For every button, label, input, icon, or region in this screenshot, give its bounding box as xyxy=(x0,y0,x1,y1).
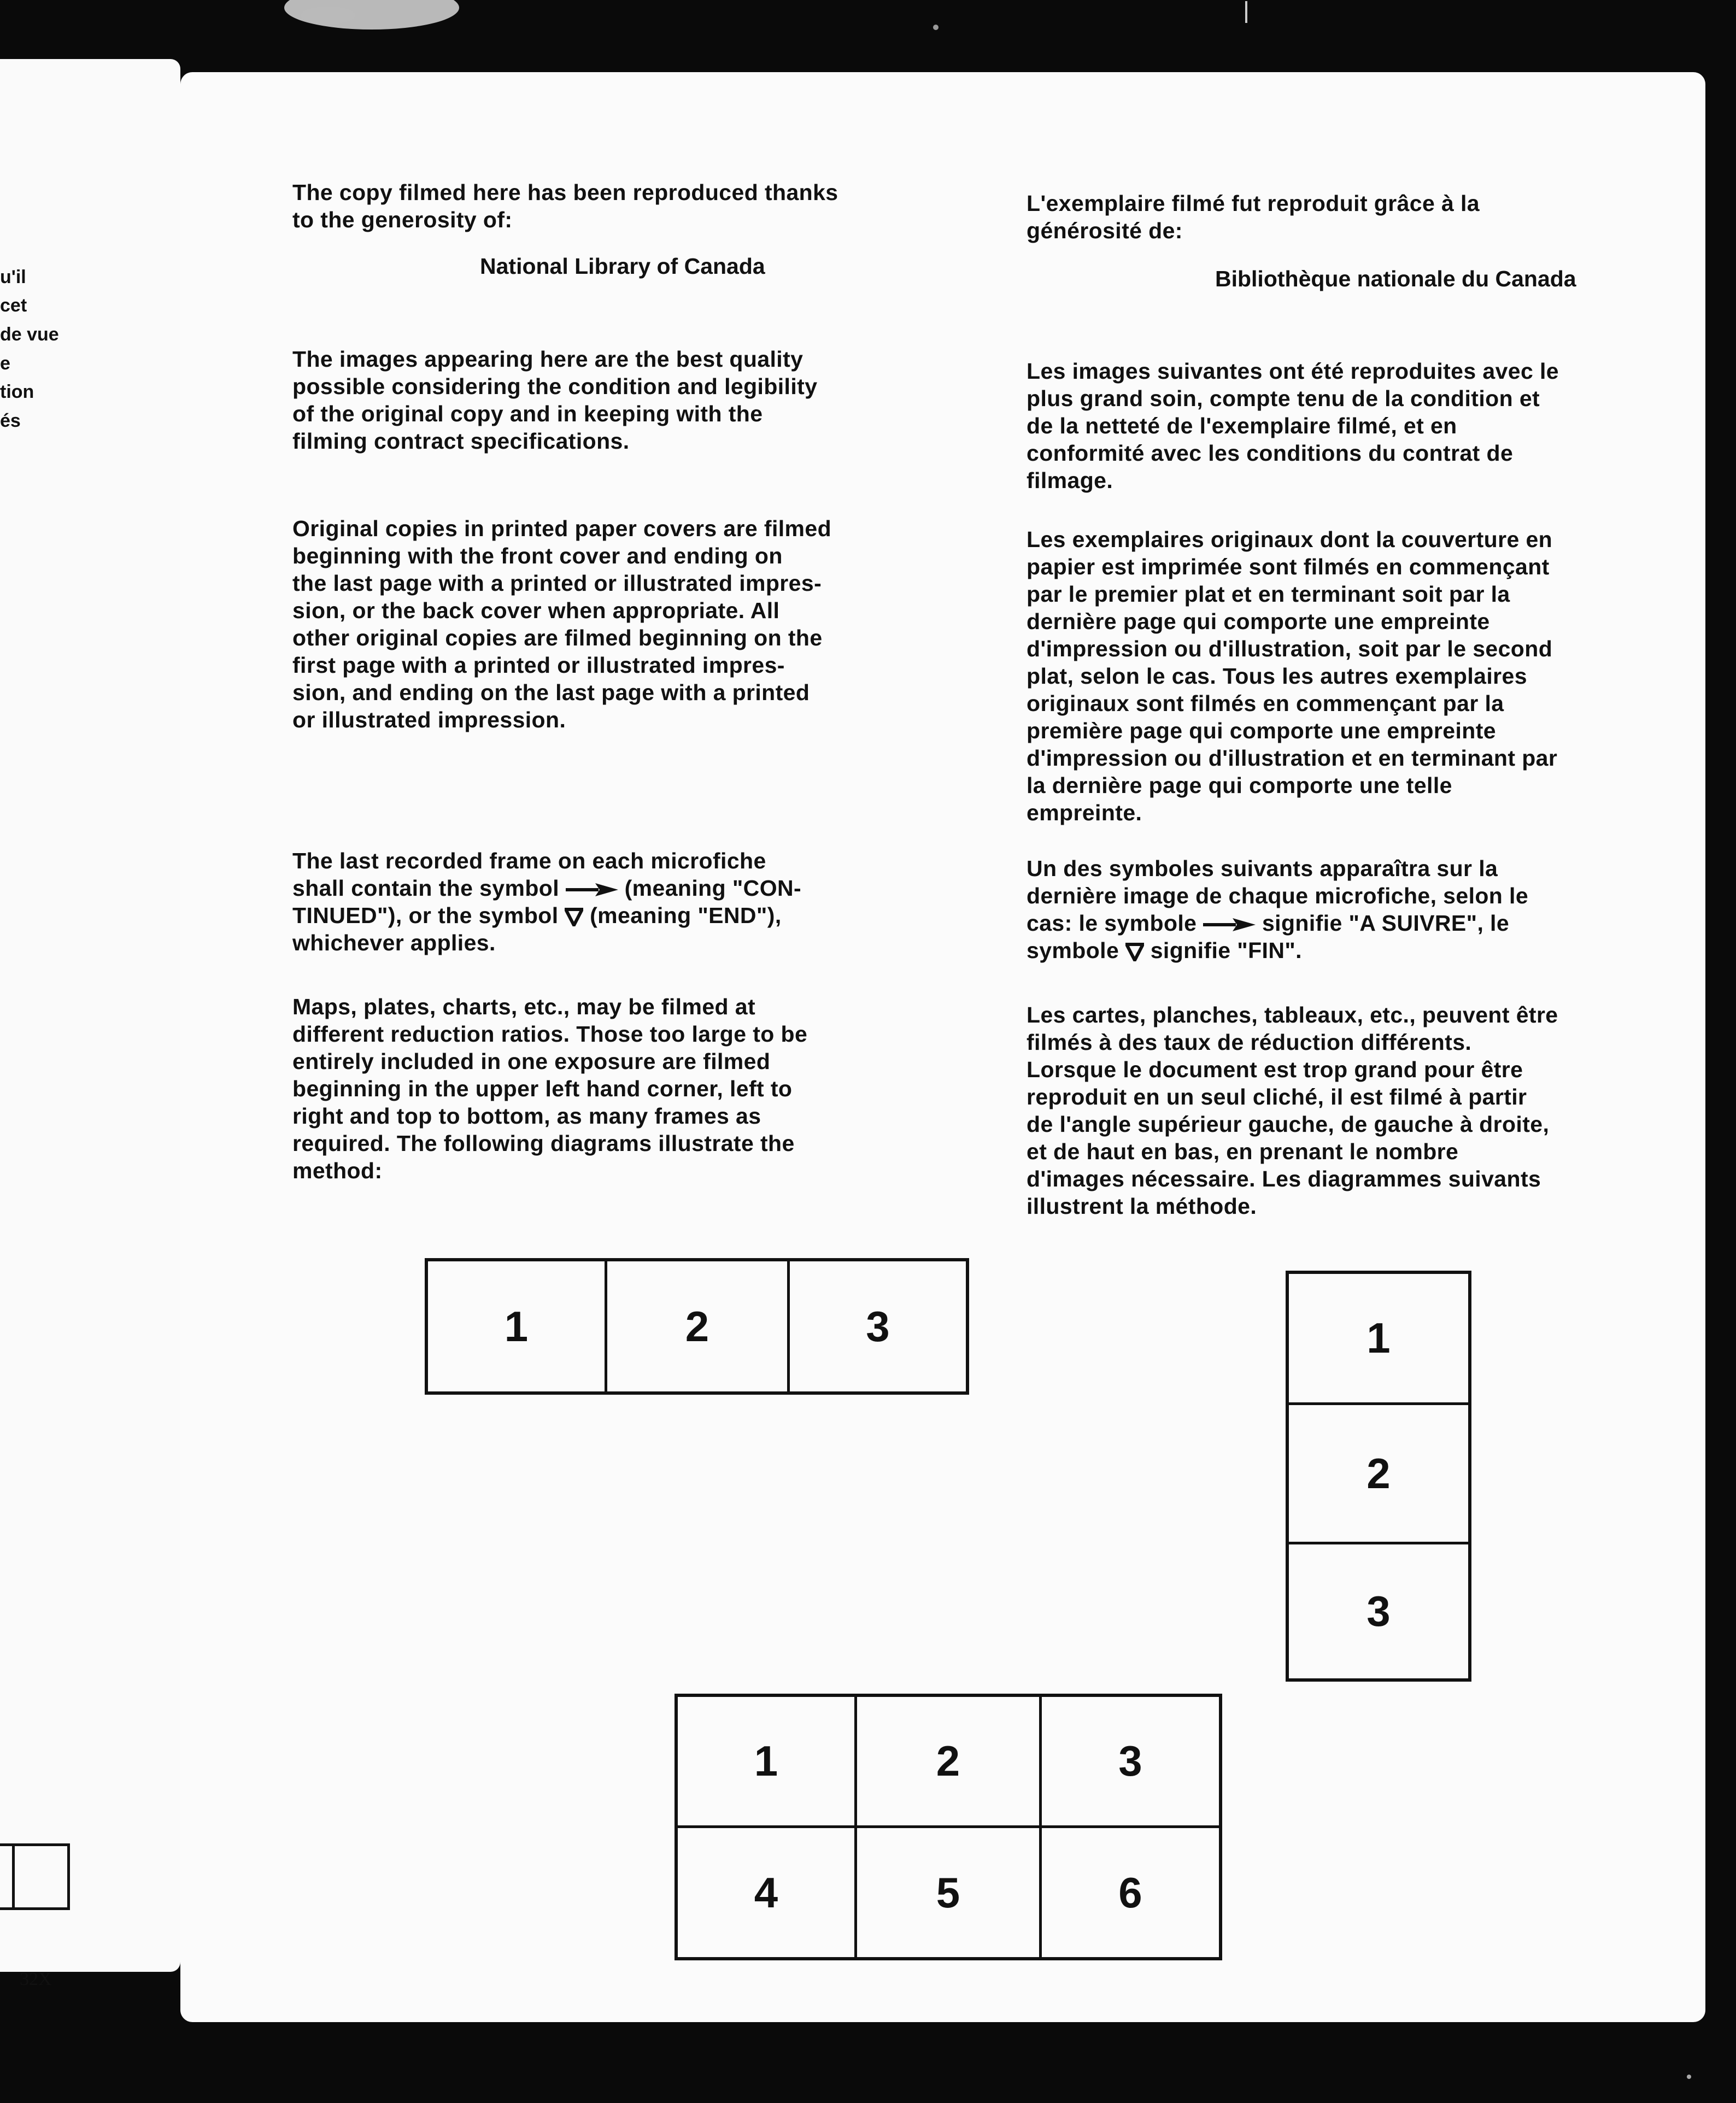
left-fragment: de vue xyxy=(0,324,59,345)
frame-cell: 6 xyxy=(1118,1868,1142,1917)
symbols-line: TINUED"), or the symbol (meaning "END"), xyxy=(292,903,782,928)
symbols-line: symbole signifie "FIN". xyxy=(1027,938,1302,963)
symbols-line: shall contain the symbol (meaning "CON- xyxy=(292,876,802,901)
french-quality-note: Les images suivantes ont été reproduites avec le plus grand soin, compte tenu de la condition et de la netteté de l'exemplaire filmé, et en conformité avec les conditions du contrat de filmage. xyxy=(1027,359,1559,493)
french-maps-note: Les cartes, planches, tableaux, etc., peuvent être filmés à des taux de réduction différents. Lorsque le document est trop grand pour être reproduit en un seul cliché, il est filmé à partir de l'angle supérieur gauche, de gauche à droite, et de haut en bas, en prenant le nombre d'images nécessaire. Les diagrammes suivants illustrent la méthode. xyxy=(1027,1002,1558,1219)
frame-cell: 4 xyxy=(678,1828,857,1957)
symbols-line: cas: le symbole signifie "A SUIVRE", le xyxy=(1027,910,1510,936)
french-intro: L'exemplaire filmé fut reproduit grâce à la générosité de: xyxy=(1027,191,1480,243)
frame-cell: 2 xyxy=(607,1261,790,1391)
frame-cell: 2 xyxy=(1289,1405,1468,1544)
english-quality-note: The images appearing here are the best quality possible considering the condition and legibility of the original copy and in keeping with the filming contract specifications. xyxy=(292,346,818,454)
left-fragment: e xyxy=(0,353,10,374)
frame-cell: 1 xyxy=(1289,1274,1468,1405)
left-fragment: és xyxy=(0,410,21,431)
frame-cell: 5 xyxy=(857,1828,1042,1957)
frame-cell: 3 xyxy=(1042,1697,1219,1828)
symbols-line: whichever applies. xyxy=(292,930,496,955)
english-library-name: National Library of Canada xyxy=(480,254,765,279)
symbols-line: dernière image de chaque microfiche, selon le xyxy=(1027,883,1529,908)
left-fragment: tion xyxy=(0,381,34,402)
french-originals-note: Les exemplaires originaux dont la couverture en papier est imprimée sont filmés en commençant par le premier plat et en terminant soit par la dernière page qui comporte une empreinte d'impression ou d'illustration, soit par le second plat, selon le cas. Tous les autres exemplaires originaux sont filmés en commençant par la première page qui comporte une empreinte d'impression ou d'illustration et en terminant par la dernière page qui comporte une telle empreinte. xyxy=(1027,527,1558,825)
frame-cell: 2 xyxy=(857,1697,1042,1828)
english-maps-note: Maps, plates, charts, etc., may be filmed at different reduction ratios. Those too large to be entirely included in one exposure are filmed beginning in the upper left hand corner, left to right and top to bottom, as many frames as required. The following diagrams illustrate the method: xyxy=(292,994,808,1183)
frame-cell: 1 xyxy=(428,1261,607,1391)
symbols-line: The last recorded frame on each microfiche xyxy=(292,848,766,873)
english-intro: The copy filmed here has been reproduced thanks to the generosity of: xyxy=(292,180,838,232)
symbols-line: Un des symboles suivants apparaîtra sur la xyxy=(1027,856,1498,881)
page-number: 32X xyxy=(20,1969,52,1989)
frame-cell: 3 xyxy=(1366,1587,1391,1635)
frame-cell: 1 xyxy=(678,1697,857,1828)
english-originals-note: Original copies in printed paper covers are filmed beginning with the front cover and ending on the last page with a printed or illustrated impres- sion, or the back cover when appropriate. All other original copies are filmed beginning on the first page with a printed or illustrated impres- sion, and ending on the last page with a printed or illustrated impression. xyxy=(292,516,832,732)
left-fragment: cet xyxy=(0,295,27,316)
left-fragment: u'il xyxy=(0,267,26,287)
frame-cell: 3 xyxy=(866,1302,890,1350)
french-library-name: Bibliothèque nationale du Canada xyxy=(1215,266,1576,291)
